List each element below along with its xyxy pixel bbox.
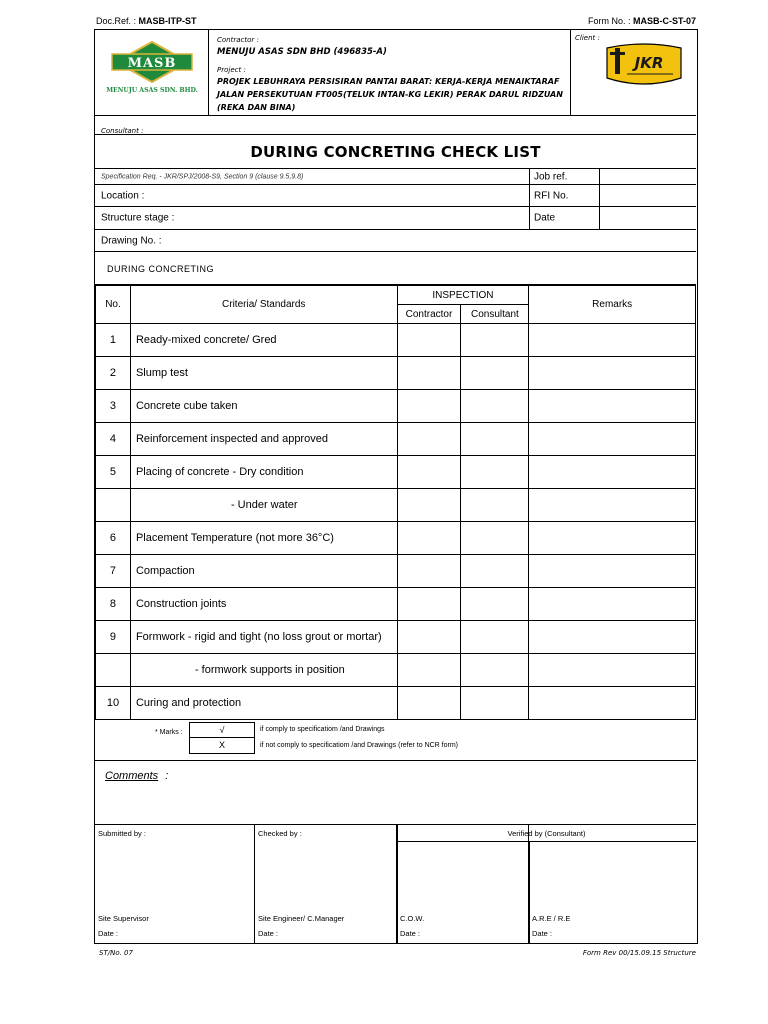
tick-description: if comply to specificatiom /and Drawings [260, 726, 385, 733]
row-criteria: Slump test [130, 357, 397, 390]
structure-row [95, 207, 696, 230]
checklist-table [95, 285, 696, 720]
row-criteria: Reinforcement inspected and approved [130, 423, 397, 456]
rfi-label: RFI No. [534, 190, 569, 201]
consultant-check-cell[interactable] [461, 555, 529, 588]
section-title: DURING CONCRETING [107, 264, 214, 274]
footer-left: ST/No. 07 [99, 949, 133, 957]
jkr-logo [601, 40, 687, 90]
project-line-1: PROJEK LEBUHRAYA PERSISIRAN PANTAI BARAT: KERJA-KERJA MENAIKTARAF [217, 77, 560, 86]
consultant-check-cell[interactable] [461, 489, 529, 522]
remarks-cell[interactable] [529, 390, 696, 423]
signature-section [95, 825, 696, 943]
col-contractor-header: Contractor [397, 305, 461, 324]
table-row [96, 324, 696, 357]
title-row [95, 135, 696, 169]
col-criteria-header: Criteria/ Standards [130, 286, 397, 324]
row-no: 7 [96, 555, 131, 588]
remarks-cell[interactable] [529, 324, 696, 357]
project-line-3: (REKA DAN BINA) [217, 103, 296, 112]
consultant-check-cell[interactable] [461, 621, 529, 654]
client-cell [571, 30, 696, 116]
contractor-check-cell[interactable] [397, 324, 461, 357]
contractor-label: Contractor : [217, 36, 259, 44]
col-consultant-header: Consultant [461, 305, 529, 324]
contractor-check-cell[interactable] [397, 423, 461, 456]
date-label: Date : [98, 929, 119, 938]
tick-icon: √ [219, 725, 225, 735]
row-criteria: Ready-mixed concrete/ Gred [130, 324, 397, 357]
table-row [96, 357, 696, 390]
location-label: Location : [101, 190, 145, 201]
jobref-label: Job ref. [534, 171, 568, 182]
row-criteria: Curing and protection [130, 687, 397, 720]
table-row [96, 621, 696, 654]
cross-icon: X [218, 740, 225, 750]
row-no [96, 489, 131, 522]
contractor-check-cell[interactable] [397, 687, 461, 720]
comments-section[interactable] [95, 761, 696, 825]
remarks-cell[interactable] [529, 489, 696, 522]
row-criteria: - Under water [130, 489, 397, 522]
table-row [96, 654, 696, 687]
contractor-name: MENUJU ASAS SDN BHD (496835-A) [217, 47, 387, 57]
consultant-check-cell[interactable] [461, 654, 529, 687]
verified-by-header: Verified by (Consultant) [397, 825, 696, 842]
consultant-check-cell[interactable] [461, 522, 529, 555]
row-no: 6 [96, 522, 131, 555]
section-title-row [95, 252, 696, 285]
checked-by-label: Checked by : [258, 829, 302, 838]
structure-label: Structure stage : [101, 212, 175, 224]
contractor-check-cell[interactable] [397, 654, 461, 687]
consultant-check-cell[interactable] [461, 324, 529, 357]
project-label: Project : [217, 66, 246, 74]
tick-box [189, 722, 255, 738]
are-cell[interactable] [529, 825, 696, 943]
form-no: Form No. : MASB-C-ST-07 [587, 16, 696, 26]
contractor-logo-cell [95, 30, 209, 116]
consultant-check-cell[interactable] [461, 588, 529, 621]
remarks-cell[interactable] [529, 588, 696, 621]
col-remarks-header: Remarks [529, 286, 696, 324]
row-criteria: Placement Temperature (not more 36°C) [130, 522, 397, 555]
remarks-cell[interactable] [529, 555, 696, 588]
consultant-label: Consultant : [101, 127, 144, 135]
cross-box [189, 738, 255, 754]
consultant-check-cell[interactable] [461, 456, 529, 489]
date-label: Date : [532, 929, 553, 938]
consultant-row [95, 116, 696, 135]
contractor-check-cell[interactable] [397, 489, 461, 522]
date-label: Date [534, 212, 556, 224]
form-header [95, 30, 696, 116]
submitted-by-label: Submitted by : [98, 829, 146, 838]
remarks-cell[interactable] [529, 456, 696, 489]
cow-cell[interactable] [397, 825, 529, 943]
date-label: Date : [400, 929, 421, 938]
col-inspection-header: INSPECTION [397, 286, 529, 305]
row-no: 10 [96, 687, 131, 720]
client-label: Client : [575, 34, 600, 42]
remarks-cell[interactable] [529, 621, 696, 654]
checklist-form [94, 29, 698, 944]
consultant-check-cell[interactable] [461, 423, 529, 456]
table-row [96, 687, 696, 720]
contractor-check-cell[interactable] [397, 390, 461, 423]
project-line-2: JALAN PERSEKUTUAN FT005(TELUK INTAN-KG LEKIR) PERAK DARUL RIDZUAN [217, 90, 563, 99]
submitted-by-cell[interactable] [95, 825, 255, 943]
checked-by-cell[interactable] [255, 825, 397, 943]
row-criteria: Construction joints [130, 588, 397, 621]
row-no [96, 654, 131, 687]
row-no: 3 [96, 390, 131, 423]
col-no-header: No. [96, 286, 131, 324]
contractor-check-cell[interactable] [397, 621, 461, 654]
remarks-cell[interactable] [529, 357, 696, 390]
footer-right: Form Rev 00/15.09.15 Structure [582, 949, 696, 957]
contractor-check-cell[interactable] [397, 456, 461, 489]
row-no: 2 [96, 357, 131, 390]
row-criteria: Concrete cube taken [130, 390, 397, 423]
consultant-check-cell[interactable] [461, 357, 529, 390]
row-criteria: - formwork supports in position [130, 654, 397, 687]
doc-ref-value: MASB-ITP-ST [138, 16, 197, 26]
remarks-cell[interactable] [529, 654, 696, 687]
masb-logo-text: MASB [127, 56, 177, 71]
table-row [96, 390, 696, 423]
cross-description: if not comply to specificatiom /and Drawings (refer to NCR form) [260, 742, 459, 749]
contractor-check-cell[interactable] [397, 588, 461, 621]
spec-row [95, 169, 696, 185]
masb-logo [98, 36, 206, 106]
table-row [96, 522, 696, 555]
remarks-cell[interactable] [529, 423, 696, 456]
spec-text: Specification Req. - JKR/SPJ/2008-S9, Section 9 (clause 9.5,9.8) [101, 173, 304, 180]
are-label: A.R.E / R.E [532, 914, 571, 923]
remarks-cell[interactable] [529, 522, 696, 555]
drawing-row [95, 230, 696, 252]
table-row [96, 588, 696, 621]
jkr-logo-text: JKR [634, 54, 664, 72]
contractor-check-cell[interactable] [397, 555, 461, 588]
row-criteria: Compaction [130, 555, 397, 588]
row-no: 1 [96, 324, 131, 357]
table-row [96, 456, 696, 489]
contractor-project-cell [209, 30, 571, 116]
row-criteria: Formwork - rigid and tight (no loss grout or mortar) [130, 621, 397, 654]
comments-label: Comments : [105, 770, 169, 782]
site-engineer-label: Site Engineer/ C.Manager [258, 914, 345, 923]
form-no-value: MASB-C-ST-07 [632, 16, 696, 26]
contractor-check-cell[interactable] [397, 522, 461, 555]
doc-ref: Doc.Ref. : MASB-ITP-ST [96, 16, 197, 26]
page-title: DURING CONCRETING CHECK LIST [250, 143, 541, 161]
marks-legend [95, 717, 696, 761]
site-supervisor-label: Site Supervisor [98, 914, 149, 923]
drawing-label: Drawing No. : [101, 235, 162, 246]
consultant-check-cell[interactable] [461, 687, 529, 720]
row-no: 9 [96, 621, 131, 654]
location-row [95, 185, 696, 207]
row-no: 5 [96, 456, 131, 489]
table-row [96, 489, 696, 522]
consultant-check-cell[interactable] [461, 390, 529, 423]
row-no: 4 [96, 423, 131, 456]
table-row [96, 555, 696, 588]
masb-company-text: MENUJU ASAS SDN. BHD. [106, 87, 198, 94]
row-no: 8 [96, 588, 131, 621]
cow-label: C.O.W. [400, 914, 425, 923]
date-label: Date : [258, 929, 279, 938]
row-criteria: Placing of concrete - Dry condition [130, 456, 397, 489]
table-row [96, 423, 696, 456]
remarks-cell[interactable] [529, 687, 696, 720]
contractor-check-cell[interactable] [397, 357, 461, 390]
marks-label: * Marks : [155, 729, 183, 736]
